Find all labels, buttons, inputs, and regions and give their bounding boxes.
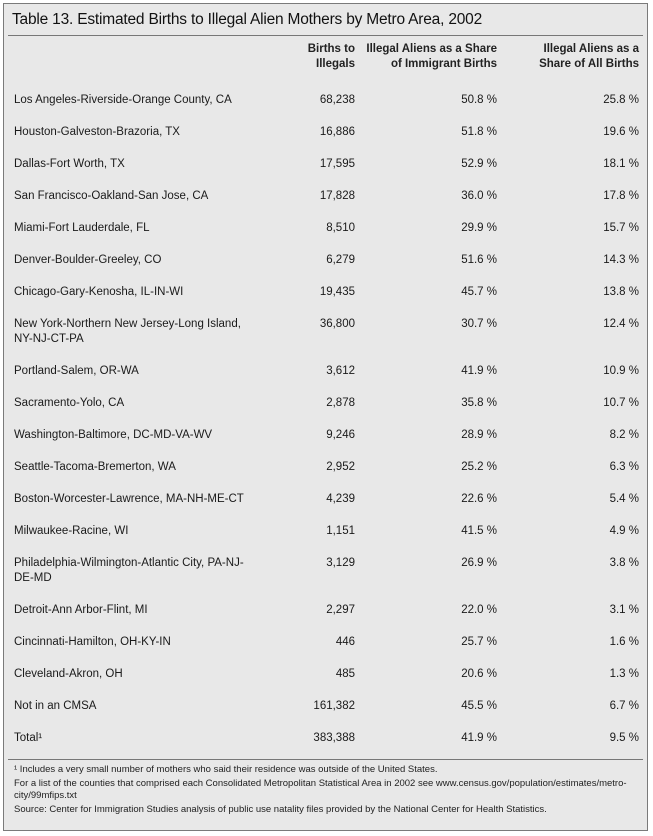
header-births-line1: Births to (307, 43, 355, 55)
share-all-cell: 10.7 % (603, 397, 639, 409)
footnote-1: ¹ Includes a very small number of mothers who said their residence was outside of the United States. (14, 764, 438, 775)
header-share-immigrant-line1: Illegal Aliens as a Share (366, 43, 497, 55)
share-all-cell: 14.3 % (603, 254, 639, 266)
area-cell: Philadelphia-Wilmington-Atlantic City, PA-NJ-DE-MD (14, 557, 244, 584)
births-cell: 2,952 (326, 461, 355, 473)
share-all-cell: 12.4 % (603, 318, 639, 330)
births-cell: 17,828 (319, 190, 355, 202)
notes-divider (8, 759, 643, 760)
share-all-cell: 6.7 % (609, 700, 639, 712)
counties-note: For a list of the counties that comprised each Consolidated Metropolitan Statistical Area in 2002 see www.census.gov/population/estimates/metro-city/99mfips.txt (14, 778, 627, 801)
share-immigrant-cell: 41.5 % (461, 525, 497, 537)
births-cell: 8,510 (326, 222, 355, 234)
table-notes (14, 764, 637, 820)
births-cell: 3,129 (326, 557, 355, 569)
births-cell: 1,151 (326, 525, 355, 537)
share-immigrant-cell: 51.8 % (461, 126, 497, 138)
share-immigrant-cell: 50.8 % (461, 94, 497, 106)
share-immigrant-cell: 45.7 % (461, 286, 497, 298)
area-cell: New York-Northern New Jersey-Long Island, NY-NJ-CT-PA (14, 318, 241, 345)
births-cell: 161,382 (313, 700, 355, 712)
header-share-all (509, 42, 639, 72)
share-all-cell: 1.6 % (609, 636, 639, 648)
area-cell: Los Angeles-Riverside-Orange County, CA (14, 94, 232, 106)
share-immigrant-cell: 51.6 % (461, 254, 497, 266)
births-cell: 4,239 (326, 493, 355, 505)
area-cell: Miami-Fort Lauderdale, FL (14, 222, 150, 234)
title-divider (8, 35, 643, 36)
share-all-cell: 5.4 % (609, 493, 639, 505)
header-births-line2: Illegals (316, 58, 355, 70)
share-immigrant-cell: 25.2 % (461, 461, 497, 473)
share-immigrant-cell: 20.6 % (461, 668, 497, 680)
births-cell: 19,435 (319, 286, 355, 298)
births-cell: 485 (335, 668, 355, 680)
table-title: Table 13. Estimated Births to Illegal Alien Mothers by Metro Area, 2002 (12, 11, 483, 28)
share-all-cell: 25.8 % (603, 94, 639, 106)
area-cell: Houston-Galveston-Brazoria, TX (14, 126, 180, 138)
share-immigrant-cell: 28.9 % (461, 429, 497, 441)
header-share-all-line1: Illegal Aliens as a (543, 43, 639, 55)
share-immigrant-cell: 26.9 % (461, 557, 497, 569)
births-cell: 3,612 (326, 365, 355, 377)
births-cell: 383,388 (313, 732, 355, 744)
share-all-cell: 19.6 % (603, 126, 639, 138)
share-all-cell: 8.2 % (609, 429, 639, 441)
area-cell: Cincinnati-Hamilton, OH-KY-IN (14, 636, 171, 648)
area-cell: Not in an CMSA (14, 700, 97, 712)
births-cell: 36,800 (319, 318, 355, 330)
share-all-cell: 6.3 % (609, 461, 639, 473)
header-share-immigrant (337, 42, 497, 72)
share-all-cell: 13.8 % (603, 286, 639, 298)
area-cell: Washington-Baltimore, DC-MD-VA-WV (14, 429, 213, 441)
area-cell: Chicago-Gary-Kenosha, IL-IN-WI (14, 286, 184, 298)
area-cell: Portland-Salem, OR-WA (14, 365, 139, 377)
area-cell: Detroit-Ann Arbor-Flint, MI (14, 604, 148, 616)
share-all-cell: 17.8 % (603, 190, 639, 202)
births-cell: 446 (335, 636, 355, 648)
share-immigrant-cell: 41.9 % (461, 365, 497, 377)
area-cell: Milwaukee-Racine, WI (14, 525, 129, 537)
area-cell: Denver-Boulder-Greeley, CO (14, 254, 162, 266)
source-note: Source: Center for Immigration Studies analysis of public use natality files provided by the National Center for Health Statistics. (14, 804, 547, 815)
share-all-cell: 10.9 % (603, 365, 639, 377)
births-cell: 16,886 (319, 126, 355, 138)
births-cell: 68,238 (319, 94, 355, 106)
share-all-cell: 3.1 % (609, 604, 639, 616)
share-all-cell: 4.9 % (609, 525, 639, 537)
area-cell: Dallas-Fort Worth, TX (14, 158, 125, 170)
share-all-cell: 15.7 % (603, 222, 639, 234)
share-immigrant-cell: 29.9 % (461, 222, 497, 234)
area-cell: Boston-Worcester-Lawrence, MA-NH-ME-CT (14, 493, 244, 505)
area-cell: Seattle-Tacoma-Bremerton, WA (14, 461, 176, 473)
births-cell: 2,297 (326, 604, 355, 616)
births-cell: 2,878 (326, 397, 355, 409)
area-cell: Cleveland-Akron, OH (14, 668, 123, 680)
share-immigrant-cell: 22.6 % (461, 493, 497, 505)
share-immigrant-cell: 30.7 % (461, 318, 497, 330)
share-immigrant-cell: 22.0 % (461, 604, 497, 616)
area-cell: San Francisco-Oakland-San Jose, CA (14, 190, 209, 202)
births-cell: 6,279 (326, 254, 355, 266)
share-all-cell: 3.8 % (609, 557, 639, 569)
share-immigrant-cell: 25.7 % (461, 636, 497, 648)
share-all-cell: 1.3 % (609, 668, 639, 680)
share-immigrant-cell: 35.8 % (461, 397, 497, 409)
share-immigrant-cell: 41.9 % (461, 732, 497, 744)
area-cell: Sacramento-Yolo, CA (14, 397, 125, 409)
share-immigrant-cell: 36.0 % (461, 190, 497, 202)
header-share-all-line2: Share of All Births (539, 58, 639, 70)
header-share-immigrant-line2: of Immigrant Births (390, 58, 497, 70)
share-all-cell: 9.5 % (609, 732, 639, 744)
births-cell: 9,246 (326, 429, 355, 441)
area-cell: Total¹ (14, 732, 43, 744)
share-all-cell: 18.1 % (603, 158, 639, 170)
share-immigrant-cell: 52.9 % (461, 158, 497, 170)
table-frame (3, 3, 648, 831)
births-cell: 17,595 (319, 158, 355, 170)
share-immigrant-cell: 45.5 % (461, 700, 497, 712)
